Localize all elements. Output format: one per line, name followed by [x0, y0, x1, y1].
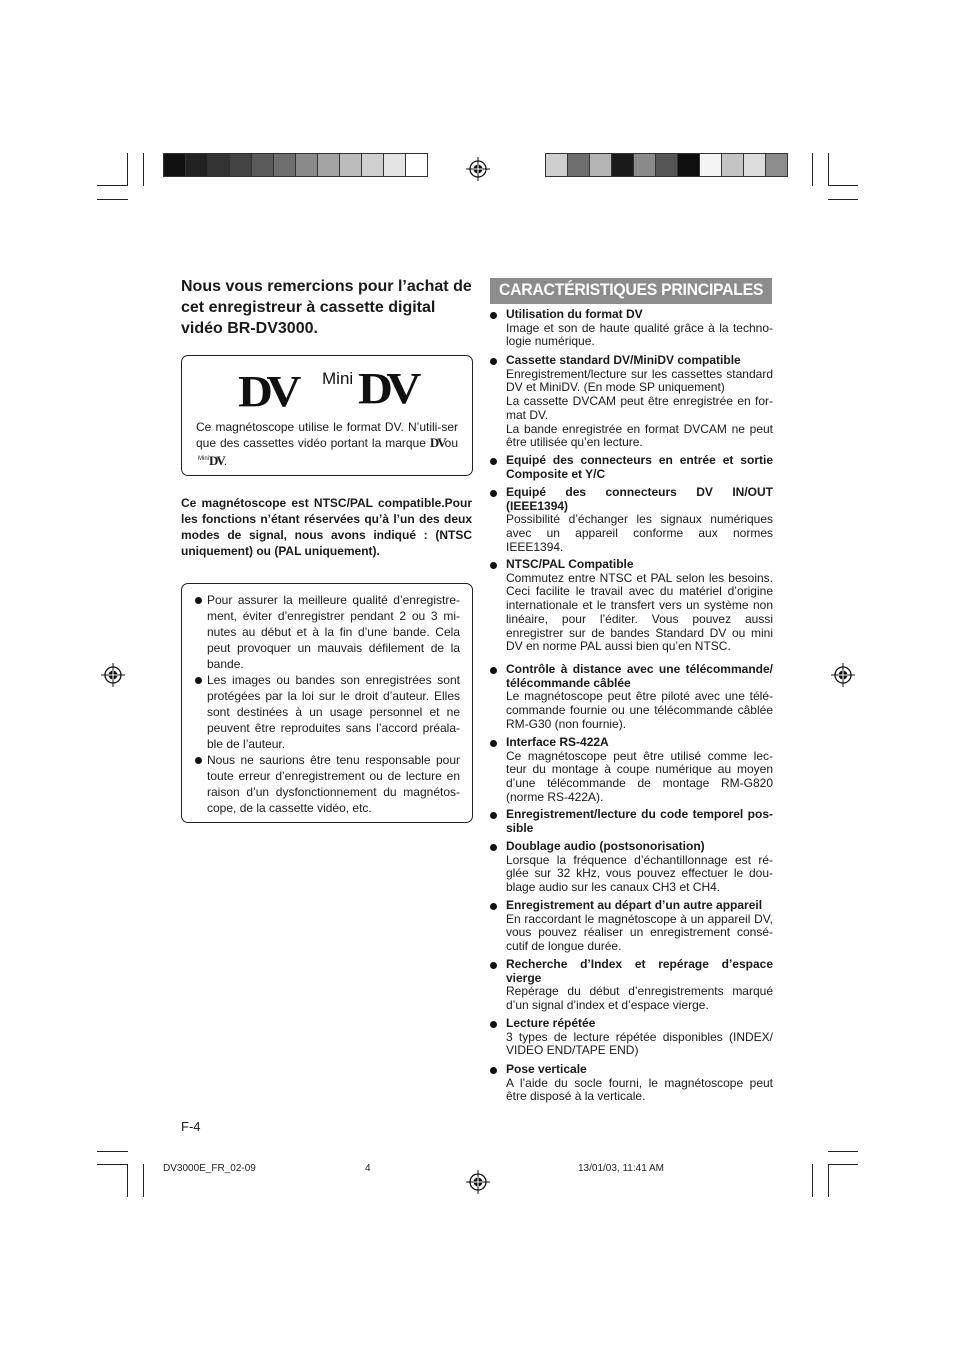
mini-dv-logo-inline: DV — [209, 453, 224, 468]
bullet-icon — [490, 458, 497, 465]
registration-mark-icon — [101, 663, 125, 687]
feature-description: Possibilité d’échanger les signaux numériques avec un appareil conforme aux normes IEEE1394. — [506, 512, 773, 554]
feature-item — [490, 899, 773, 954]
color-swatch — [766, 154, 787, 176]
color-swatch — [384, 154, 406, 176]
registration-mark-icon — [831, 663, 855, 687]
feature-title: Doublage audio (postsonorisation) — [506, 839, 705, 853]
color-swatch — [546, 154, 568, 176]
feature-title: NTSC/PAL Compatible — [506, 557, 634, 571]
color-swatch — [252, 154, 274, 176]
feature-title: Cassette standard DV/MiniDV compatible — [506, 353, 741, 367]
color-swatch — [744, 154, 766, 176]
color-swatch — [164, 154, 186, 176]
mini-logo-inline-mini: Mini — [198, 456, 210, 462]
color-swatch — [186, 154, 208, 176]
bullet-icon — [490, 1067, 497, 1074]
footer-date: 13/01/03, 11:41 AM — [578, 1163, 664, 1174]
feature-description: Le magnétoscope peut être piloté avec une télé-commande fournie ou une télécommande câblée RM-G30 (non fournie). — [506, 689, 773, 731]
dv-logo: DV — [238, 367, 295, 416]
registration-mark-icon — [466, 157, 490, 181]
color-swatch — [590, 154, 612, 176]
feature-item — [490, 454, 773, 481]
feature-description: Image et son de haute qualité grâce à la techno-logie numérique. — [506, 320, 773, 349]
mini-dv-logo: DV — [358, 364, 415, 413]
feature-item — [490, 354, 773, 450]
color-swatch — [634, 154, 656, 176]
mini-dv-logo-mini: Mini — [322, 369, 354, 388]
color-swatch — [722, 154, 744, 176]
feature-description: La cassette DVCAM peut être enregistrée en for-mat DV. — [506, 394, 773, 422]
color-swatch — [340, 154, 362, 176]
feature-description: 3 types de lecture répétée disponibles (INDEX/ VIDEO END/TAPE END) — [506, 1029, 773, 1058]
color-swatch — [208, 154, 230, 176]
feature-item — [490, 736, 773, 805]
feature-title: Utilisation du format DV — [506, 307, 643, 321]
dv-format-box — [181, 355, 473, 476]
bullet-icon — [490, 1021, 497, 1028]
warning-item: Les images ou bandes son enregistrées sont protégées par la loi sur le droit d’auteur. Elles sont destinées à un usage personnel et ne peuvent être reproduites sans l’accord préala-ble de l’auteur. — [194, 672, 460, 752]
bullet-icon — [490, 562, 497, 569]
feature-title: Interface RS-422A — [506, 735, 609, 749]
features-heading — [490, 278, 772, 304]
color-swatch — [362, 154, 384, 176]
color-calibration-bar-right — [545, 153, 788, 177]
color-swatch — [656, 154, 678, 176]
feature-description: En raccordant le magnétoscope à un appareil DV, vous pouvez réaliser un enregistrement consé-cutif de longue durée. — [506, 911, 773, 954]
dv-logo-inline: DV — [429, 435, 445, 450]
feature-title: Equipé des connecteurs DV IN/OUT (IEEE1394) — [506, 485, 773, 513]
footer-filename: DV3000E_FR_02-09 — [163, 1163, 256, 1174]
bullet-icon — [490, 490, 497, 497]
dv-text-before: Ce magnétoscope utilise le format DV. N’utili-ser que des cassettes vidéo portant la marque — [196, 420, 458, 450]
color-calibration-bar-left — [163, 153, 428, 177]
color-swatch — [406, 154, 427, 176]
registration-mark-icon — [466, 1170, 490, 1194]
feature-description: Enregistrement/lecture sur les cassettes standard DV et MiniDV. (En mode SP uniquement) — [506, 366, 773, 395]
warning-list — [194, 592, 460, 816]
feature-item — [490, 663, 773, 732]
feature-item — [490, 1063, 773, 1104]
dv-text-after: . — [223, 454, 228, 468]
ntsc-pal-compat-text: Ce magnétoscope est NTSC/PAL compatible.Pour les fonctions n’étant réservées qu’à l’un des deux modes de signal, nous avons indiqué : (NTSC uniquement) ou (PAL uniquement). — [181, 496, 472, 558]
bullet-icon — [490, 903, 497, 910]
footer-page: 4 — [365, 1163, 371, 1174]
color-swatch — [296, 154, 318, 176]
feature-item — [490, 486, 773, 555]
color-swatch — [318, 154, 340, 176]
feature-description: Ce magnétoscope peut être utilisé comme lec-teur du montage à coupe numérique au moyen d’une télécommande de montage RM-G820 (norme RS-422A). — [506, 748, 773, 804]
feature-description: Repérage du début d’enregistrements marqué d’un signal d’index et d’espace vierge. — [506, 984, 773, 1013]
feature-description: Lorsque la fréquence d’échantillonnage est ré-glée sur 32 kHz, vous pouvez effectuer le dou-blage audio sur les canaux CH3 et CH4. — [506, 852, 773, 895]
feature-description: Commutez entre NTSC et PAL selon les besoins. Ceci facilite le travail avec du matériel d’origine internationale et le transfert vers un système non linéaire, pour l’éditer. Vous pouvez aussi enregistrer sur de bandes Standard DV ou mini DV en norme PAL aussi bien qu’en NTSC. — [506, 570, 773, 654]
dv-text-or: ou — [444, 436, 458, 450]
color-swatch — [568, 154, 590, 176]
bullet-icon — [490, 962, 497, 969]
feature-item — [490, 958, 773, 1013]
feature-item — [490, 558, 773, 654]
bullet-icon — [490, 844, 497, 851]
bullet-icon — [490, 312, 497, 319]
warning-item: Nous ne saurions être tenu responsable pour toute erreur d’enregistrement ou de lecture en raison d’un dysfonctionnement du magnétos-cope, de la cassette vidéo, etc. — [194, 752, 460, 816]
feature-title: Enregistrement/lecture du code temporel pos-sible — [506, 807, 773, 835]
bullet-icon — [490, 812, 497, 819]
color-swatch — [230, 154, 252, 176]
color-swatch — [274, 154, 296, 176]
warning-item: Pour assurer la meilleure qualité d’enregistre-ment, éviter d’enregistrer pendant 2 ou 3 mi-nutes au début et à la fin d’une bande. Cela peut provoquer un mauvais défilement de la bande. — [194, 592, 460, 672]
color-swatch — [700, 154, 722, 176]
bullet-icon — [490, 667, 497, 674]
color-swatch — [678, 154, 700, 176]
feature-title: Enregistrement au départ d’un autre appareil — [506, 898, 763, 912]
feature-item — [490, 1017, 773, 1058]
page-number: F-4 — [181, 1119, 201, 1134]
feature-title: Pose verticale — [506, 1062, 587, 1076]
intro-title: Nous vous remercions pour l’achat de cet enregistreur à cassette digital vidéo BR-DV3000. — [181, 278, 472, 337]
color-swatch — [612, 154, 634, 176]
feature-title: Lecture répétée — [506, 1016, 596, 1030]
bullet-icon — [490, 740, 497, 747]
feature-description: A l’aide du socle fourni, le magnétoscope peut être disposé à la verticale. — [506, 1075, 773, 1104]
feature-item — [490, 808, 773, 835]
dv-format-text — [196, 419, 458, 469]
warning-box — [181, 583, 473, 823]
feature-title: Recherche d’Index et repérage d’espace vierge — [506, 957, 773, 985]
feature-item — [490, 308, 773, 349]
feature-title: Equipé des connecteurs en entrée et sortie Composite et Y/C — [506, 453, 773, 481]
feature-item — [490, 840, 773, 895]
feature-description: La bande enregistrée en format DVCAM ne peut être utilisée qu’en lecture. — [506, 421, 773, 450]
feature-title: Contrôle à distance avec une télécommande/ télécommande câblée — [506, 662, 773, 690]
features-heading-text: CARACTÉRISTIQUES PRINCIPALES — [499, 280, 764, 299]
bullet-icon — [490, 358, 497, 365]
